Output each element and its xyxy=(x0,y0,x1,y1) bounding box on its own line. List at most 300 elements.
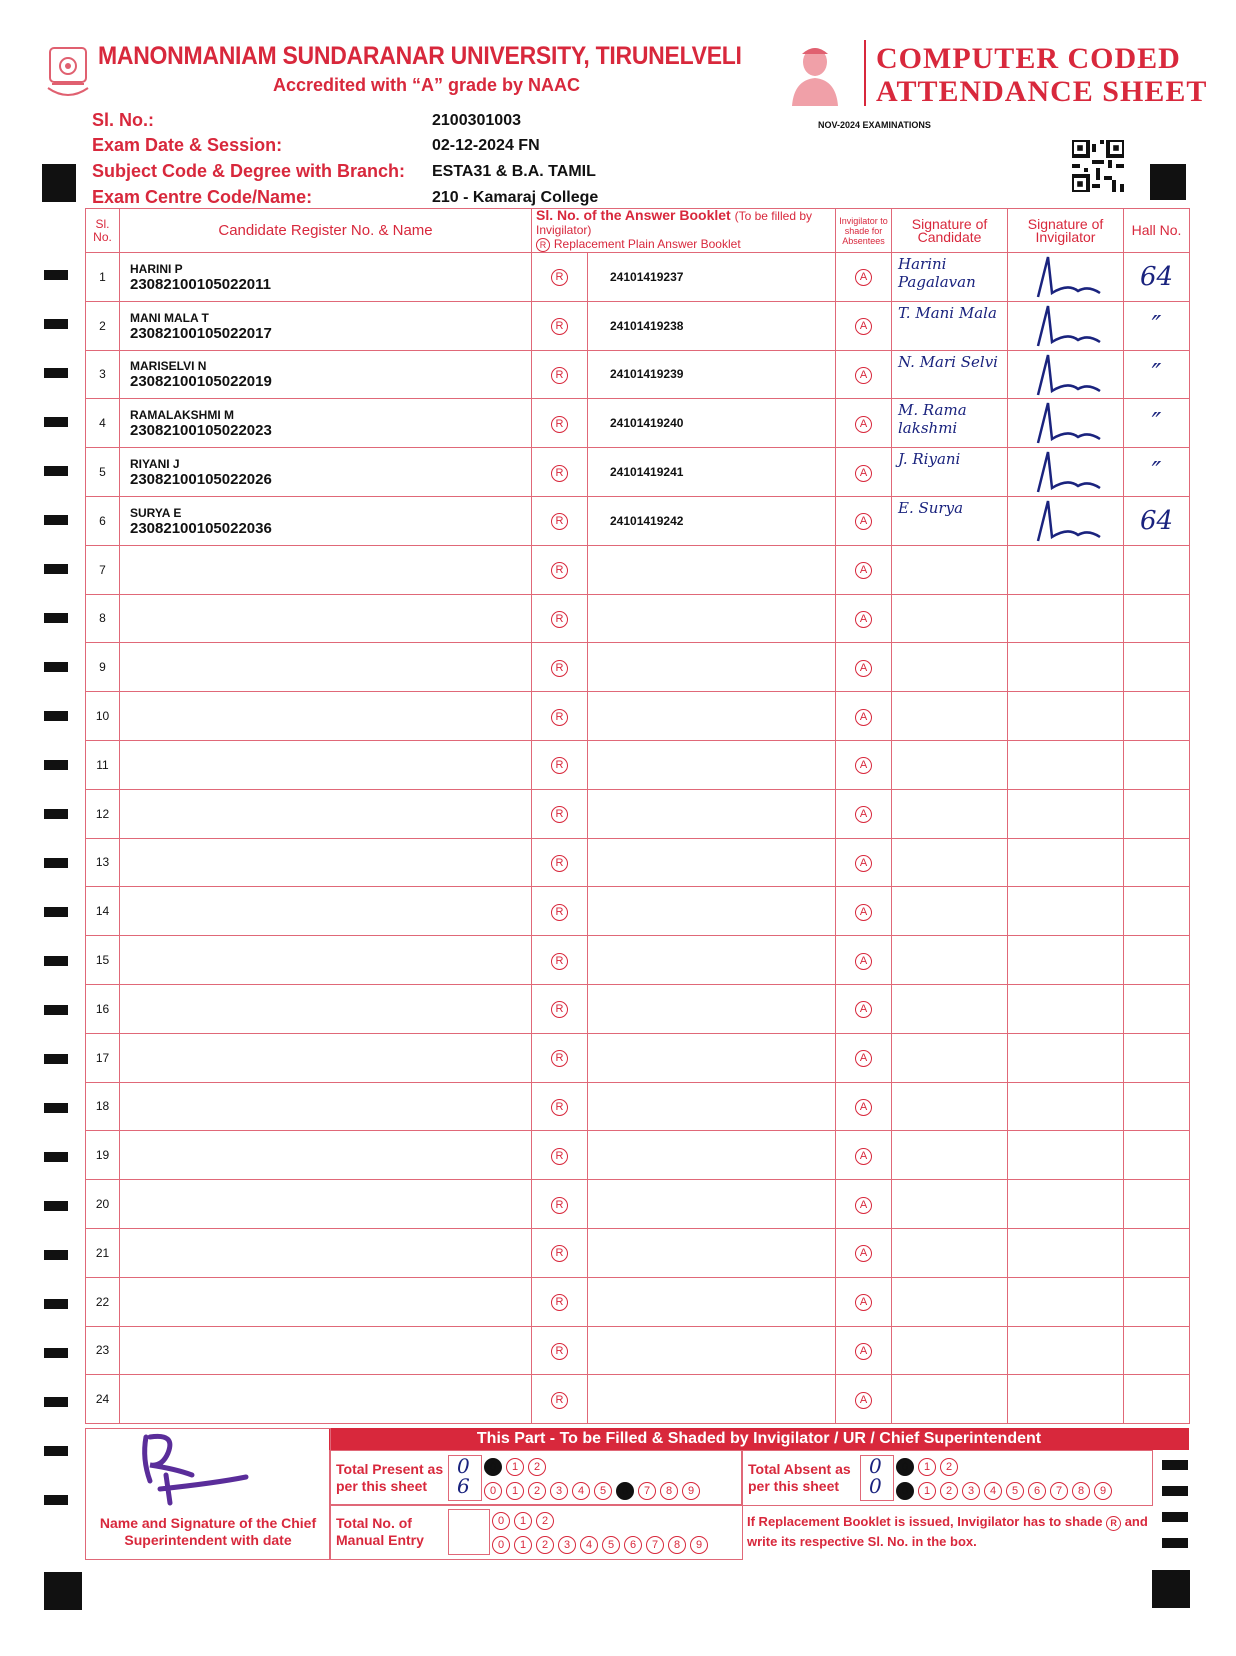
candidate-cell xyxy=(120,350,532,399)
digit-bubble[interactable]: 6 xyxy=(624,1536,642,1554)
absent-bubble[interactable]: A xyxy=(855,660,872,677)
booklet-no-cell[interactable] xyxy=(588,692,836,741)
invigilator-signature-cell[interactable] xyxy=(1008,545,1124,594)
absent-bubble[interactable]: A xyxy=(855,1245,872,1262)
invigilator-signature-cell[interactable] xyxy=(1008,643,1124,692)
invigilator-signature-cell[interactable] xyxy=(1008,838,1124,887)
absent-bubble[interactable]: A xyxy=(855,904,872,921)
row-sl-no: 10 xyxy=(86,692,120,741)
timing-mark xyxy=(44,1201,68,1211)
digit-bubble[interactable]: 5 xyxy=(594,1482,612,1500)
timing-mark xyxy=(44,417,68,427)
digit-bubble[interactable]: 0 xyxy=(484,1482,502,1500)
booklet-no-cell[interactable] xyxy=(588,984,836,1033)
digit-bubble[interactable]: 7 xyxy=(646,1536,664,1554)
table-row xyxy=(86,1082,1190,1131)
absent-bubble-cell xyxy=(836,887,892,936)
candidate-signature-cell[interactable] xyxy=(892,643,1008,692)
invigilator-signature-cell[interactable] xyxy=(1008,740,1124,789)
digit-bubble[interactable]: 2 xyxy=(940,1458,958,1476)
digit-bubble[interactable]: 1 xyxy=(514,1512,532,1530)
digit-bubble[interactable]: 0 xyxy=(896,1458,914,1476)
table-row xyxy=(86,545,1190,594)
candidate-signature-cell[interactable] xyxy=(892,545,1008,594)
candidate-signature-cell[interactable] xyxy=(892,399,1008,448)
chief-signature xyxy=(136,1429,286,1511)
candidate-name: HARINI P xyxy=(130,261,183,276)
total-absent-written[interactable] xyxy=(860,1455,894,1501)
hall-no-cell[interactable] xyxy=(1124,594,1190,643)
digit-bubble[interactable]: 9 xyxy=(1094,1482,1112,1500)
header-absentees: Invigilator to shade for Absentees xyxy=(836,209,892,253)
candidate-register-no: 23082100105022036 xyxy=(130,519,272,537)
booklet-no-cell[interactable] xyxy=(588,301,836,350)
candidate-name: SURYA E xyxy=(130,505,182,520)
digit-bubble[interactable]: 6 xyxy=(1028,1482,1046,1500)
candidate-signature-cell[interactable] xyxy=(892,692,1008,741)
timing-mark xyxy=(44,368,68,378)
absent-bubble[interactable]: A xyxy=(855,855,872,872)
absent-bubble[interactable]: A xyxy=(855,806,872,823)
invigilator-signature xyxy=(1008,351,1124,399)
candidate-signature-cell[interactable] xyxy=(892,1277,1008,1326)
booklet-no-cell[interactable] xyxy=(588,643,836,692)
invigilator-signature-cell[interactable] xyxy=(1008,789,1124,838)
chief-superintendent-box xyxy=(85,1428,331,1560)
total-present-written[interactable] xyxy=(448,1455,482,1501)
candidate-cell xyxy=(120,1277,532,1326)
booklet-no-cell[interactable] xyxy=(588,1180,836,1229)
invigilator-signature-cell[interactable] xyxy=(1008,496,1124,545)
replacement-bubble-cell xyxy=(532,984,588,1033)
hall-no-cell[interactable] xyxy=(1124,740,1190,789)
booklet-no: 24101419241 xyxy=(610,465,684,480)
replacement-bubble[interactable]: R xyxy=(551,318,568,335)
replacement-bubble[interactable]: R xyxy=(551,1050,568,1067)
timing-mark xyxy=(44,1397,68,1407)
digit-bubble[interactable]: 7 xyxy=(638,1482,656,1500)
digit-bubble[interactable]: 2 xyxy=(528,1482,546,1500)
total-present-units-written: 6 xyxy=(457,1474,470,1498)
candidate-cell xyxy=(120,253,532,302)
candidate-cell xyxy=(120,594,532,643)
replacement-bubble[interactable]: R xyxy=(551,367,568,384)
absent-bubble[interactable]: A xyxy=(855,1099,872,1116)
invigilator-signature-cell[interactable] xyxy=(1008,887,1124,936)
absent-bubble-cell xyxy=(836,1228,892,1277)
hall-no: 64 xyxy=(1139,505,1174,536)
digit-bubble[interactable]: 7 xyxy=(1050,1482,1068,1500)
candidate-signature-cell[interactable] xyxy=(892,1082,1008,1131)
hall-no-cell[interactable] xyxy=(1124,301,1190,350)
candidate-signature: N. Mari Selvi xyxy=(898,352,998,371)
replacement-bubble[interactable]: R xyxy=(551,1245,568,1262)
hall-no-cell[interactable] xyxy=(1124,1326,1190,1375)
hall-no-cell[interactable] xyxy=(1124,789,1190,838)
hall-no-cell[interactable] xyxy=(1124,350,1190,399)
booklet-no: 24101419238 xyxy=(610,318,684,333)
digit-bubble[interactable]: 3 xyxy=(962,1482,980,1500)
hall-no-cell[interactable] xyxy=(1124,496,1190,545)
invigilator-signature-cell[interactable] xyxy=(1008,399,1124,448)
invigilator-signature xyxy=(1008,497,1124,545)
absent-bubble-cell xyxy=(836,399,892,448)
booklet-no-cell[interactable] xyxy=(588,740,836,789)
hall-no-cell[interactable] xyxy=(1124,1033,1190,1082)
invigilator-signature-cell[interactable] xyxy=(1008,1180,1124,1229)
absent-bubble[interactable]: A xyxy=(855,953,872,970)
booklet-no-cell[interactable] xyxy=(588,1131,836,1180)
booklet-no-cell[interactable] xyxy=(588,1082,836,1131)
absent-bubble[interactable]: A xyxy=(855,1197,872,1214)
candidate-signature-cell[interactable] xyxy=(892,1375,1008,1424)
timing-mark xyxy=(44,1005,68,1015)
absent-bubble[interactable]: A xyxy=(855,1343,872,1360)
invigilator-signature-cell[interactable] xyxy=(1008,1228,1124,1277)
row-sl-no: 20 xyxy=(86,1180,120,1229)
digit-bubble[interactable]: 0 xyxy=(492,1536,510,1554)
digit-bubble[interactable]: 2 xyxy=(940,1482,958,1500)
replacement-bubble[interactable]: R xyxy=(551,855,568,872)
digit-bubble[interactable]: 6 xyxy=(616,1482,634,1500)
digit-bubble[interactable]: 1 xyxy=(506,1458,524,1476)
timing-mark xyxy=(44,1054,68,1064)
table-row xyxy=(86,984,1190,1033)
booklet-no-cell[interactable] xyxy=(588,399,836,448)
replacement-note xyxy=(747,1512,1167,1552)
candidate-signature-cell[interactable] xyxy=(892,253,1008,302)
invigilator-signature xyxy=(1008,253,1124,301)
booklet-no-cell[interactable] xyxy=(588,789,836,838)
replacement-bubble[interactable]: R xyxy=(551,757,568,774)
hall-no-cell[interactable] xyxy=(1124,253,1190,302)
replacement-bubble-cell xyxy=(532,594,588,643)
hall-no-cell[interactable] xyxy=(1124,643,1190,692)
hall-no-cell[interactable] xyxy=(1124,399,1190,448)
replacement-bubble-cell xyxy=(532,1277,588,1326)
total-absent-tens-bubbles[interactable] xyxy=(896,1457,962,1476)
candidate-signature: E. Surya xyxy=(898,498,964,517)
candidate-signature-cell[interactable] xyxy=(892,448,1008,497)
absent-bubble[interactable]: A xyxy=(855,269,872,286)
replacement-bubble[interactable]: R xyxy=(551,1197,568,1214)
invigilator-signature-cell[interactable] xyxy=(1008,1082,1124,1131)
candidate-cell xyxy=(120,301,532,350)
replacement-bubble[interactable]: R xyxy=(551,465,568,482)
candidate-register-no: 23082100105022019 xyxy=(130,373,272,391)
attendance-table xyxy=(85,208,1190,1424)
hall-no-cell[interactable] xyxy=(1124,838,1190,887)
invigilator-signature-cell[interactable] xyxy=(1008,1277,1124,1326)
exam-date-value: 02-12-2024 FN xyxy=(432,137,540,154)
table-row xyxy=(86,350,1190,399)
digit-bubble[interactable]: 0 xyxy=(484,1458,502,1476)
manual-entry-box xyxy=(329,1504,743,1560)
hall-no-cell[interactable] xyxy=(1124,1082,1190,1131)
hall-no-cell[interactable] xyxy=(1124,545,1190,594)
digit-bubble[interactable]: 0 xyxy=(896,1482,914,1500)
absent-bubble[interactable]: A xyxy=(855,416,872,433)
invigilator-signature-cell[interactable] xyxy=(1008,253,1124,302)
timing-mark xyxy=(44,270,68,280)
total-absent-tens-written: 0 xyxy=(869,1454,882,1478)
hall-no-cell[interactable] xyxy=(1124,1228,1190,1277)
absent-bubble[interactable]: A xyxy=(855,1001,872,1018)
hall-no-cell[interactable] xyxy=(1124,448,1190,497)
centre-label: Exam Centre Code/Name: xyxy=(92,187,313,207)
header-sig-candidate: Signature of Candidate xyxy=(892,209,1008,253)
invigilator-signature xyxy=(1008,448,1124,496)
candidate-signature-cell[interactable] xyxy=(892,496,1008,545)
timing-mark-bottom-left xyxy=(44,1572,82,1610)
digit-bubble[interactable]: 5 xyxy=(602,1536,620,1554)
digit-bubble[interactable]: 2 xyxy=(536,1536,554,1554)
digit-bubble[interactable]: 9 xyxy=(690,1536,708,1554)
invigilator-signature-cell[interactable] xyxy=(1008,1326,1124,1375)
absent-bubble[interactable]: A xyxy=(855,1294,872,1311)
manual-entry-units-bubbles[interactable] xyxy=(492,1535,712,1554)
accreditation: Accredited with “A” grade by NAAC xyxy=(273,75,581,95)
digit-bubble[interactable]: 8 xyxy=(668,1536,686,1554)
timing-mark-top-right xyxy=(1150,164,1186,200)
invigilator-signature-cell[interactable] xyxy=(1008,448,1124,497)
timing-mark xyxy=(44,1103,68,1113)
candidate-register-no: 23082100105022011 xyxy=(130,275,271,293)
booklet-no-cell[interactable] xyxy=(588,1277,836,1326)
replacement-bubble-cell xyxy=(532,838,588,887)
absent-bubble[interactable]: A xyxy=(855,709,872,726)
absent-bubble[interactable]: A xyxy=(855,513,872,530)
candidate-signature-cell[interactable] xyxy=(892,301,1008,350)
invigilator-signature-cell[interactable] xyxy=(1008,1033,1124,1082)
replacement-bubble[interactable]: R xyxy=(551,1001,568,1018)
absent-bubble[interactable]: A xyxy=(855,562,872,579)
booklet-no-cell[interactable] xyxy=(588,1326,836,1375)
booklet-no: 24101419237 xyxy=(610,269,684,284)
invigilator-signature-cell[interactable] xyxy=(1008,1375,1124,1424)
replacement-bubble-cell xyxy=(532,253,588,302)
manual-entry-tens-bubbles[interactable] xyxy=(492,1511,558,1530)
candidate-cell xyxy=(120,643,532,692)
total-present-tens-bubbles[interactable] xyxy=(484,1457,550,1476)
booklet-no: 24101419242 xyxy=(610,513,684,528)
absent-bubble-cell xyxy=(836,448,892,497)
replacement-bubble-cell xyxy=(532,887,588,936)
candidate-signature-cell[interactable] xyxy=(892,1228,1008,1277)
candidate-cell xyxy=(120,1033,532,1082)
row-sl-no: 16 xyxy=(86,984,120,1033)
digit-bubble[interactable]: 3 xyxy=(550,1482,568,1500)
hall-no-cell[interactable] xyxy=(1124,936,1190,985)
digit-bubble[interactable]: 8 xyxy=(1072,1482,1090,1500)
digit-bubble[interactable]: 2 xyxy=(536,1512,554,1530)
replacement-bubble-cell xyxy=(532,1375,588,1424)
booklet-no-cell[interactable] xyxy=(588,1228,836,1277)
digit-bubble[interactable]: 4 xyxy=(572,1482,590,1500)
replacement-bubble[interactable]: R xyxy=(551,416,568,433)
replacement-bubble-cell xyxy=(532,740,588,789)
digit-bubble[interactable]: 0 xyxy=(492,1512,510,1530)
candidate-signature-cell[interactable] xyxy=(892,1033,1008,1082)
candidate-signature-cell[interactable] xyxy=(892,1131,1008,1180)
subject-label: Subject Code & Degree with Branch: xyxy=(92,161,406,181)
booklet-no-cell[interactable] xyxy=(588,253,836,302)
table-header-row xyxy=(86,209,1190,253)
candidate-signature-cell[interactable] xyxy=(892,984,1008,1033)
candidate-cell xyxy=(120,1326,532,1375)
replacement-bubble[interactable]: R xyxy=(551,1294,568,1311)
timing-mark xyxy=(44,907,68,917)
replacement-bubble[interactable]: R xyxy=(551,1148,568,1165)
table-row xyxy=(86,1375,1190,1424)
booklet-no-cell[interactable] xyxy=(588,594,836,643)
hall-no-cell[interactable] xyxy=(1124,1277,1190,1326)
digit-bubble[interactable]: 1 xyxy=(918,1458,936,1476)
row-sl-no: 9 xyxy=(86,643,120,692)
digit-bubble[interactable]: 5 xyxy=(1006,1482,1024,1500)
row-sl-no: 6 xyxy=(86,496,120,545)
booklet-no-cell[interactable] xyxy=(588,448,836,497)
candidate-signature-cell[interactable] xyxy=(892,789,1008,838)
digit-bubble[interactable]: 8 xyxy=(660,1482,678,1500)
invigilator-signature-cell[interactable] xyxy=(1008,301,1124,350)
chief-label: Name and Signature of the Chief Superintendent with date xyxy=(99,1515,317,1548)
candidate-signature-cell[interactable] xyxy=(892,1326,1008,1375)
header-hall: Hall No. xyxy=(1124,209,1190,253)
candidate-cell xyxy=(120,887,532,936)
hall-no-cell[interactable] xyxy=(1124,887,1190,936)
total-absent-label: Total Absent as per this sheet xyxy=(748,1461,851,1494)
total-absent-units-bubbles[interactable] xyxy=(896,1481,1116,1500)
hall-no-cell[interactable] xyxy=(1124,1375,1190,1424)
replacement-bubble[interactable]: R xyxy=(551,806,568,823)
row-sl-no: 15 xyxy=(86,936,120,985)
invigilator-signature-cell[interactable] xyxy=(1008,1131,1124,1180)
absent-bubble[interactable]: A xyxy=(855,367,872,384)
header-booklet xyxy=(532,209,836,253)
booklet-no-cell[interactable] xyxy=(588,1033,836,1082)
absent-bubble[interactable]: A xyxy=(855,757,872,774)
hall-no-cell[interactable] xyxy=(1124,1180,1190,1229)
digit-bubble[interactable]: 4 xyxy=(580,1536,598,1554)
replacement-bubble-cell xyxy=(532,692,588,741)
table-row xyxy=(86,838,1190,887)
timing-mark xyxy=(44,1152,68,1162)
centre-value: 210 - Kamaraj College xyxy=(432,189,599,206)
row-sl-no: 7 xyxy=(86,545,120,594)
invigilator-signature-cell[interactable] xyxy=(1008,936,1124,985)
digit-bubble[interactable]: 1 xyxy=(506,1482,524,1500)
digit-bubble[interactable]: 4 xyxy=(984,1482,1002,1500)
replacement-bubble[interactable]: R xyxy=(551,1099,568,1116)
replacement-bubble[interactable]: R xyxy=(551,953,568,970)
candidate-signature: M. Rama lakshmi xyxy=(898,401,967,438)
replacement-bubble[interactable]: R xyxy=(551,1343,568,1360)
timing-mark xyxy=(44,564,68,574)
exam-date-label: Exam Date & Session: xyxy=(92,135,283,155)
candidate-cell xyxy=(120,1131,532,1180)
booklet-no-cell[interactable] xyxy=(588,350,836,399)
candidate-cell xyxy=(120,740,532,789)
booklet-no-cell[interactable] xyxy=(588,936,836,985)
candidate-signature-cell[interactable] xyxy=(892,1180,1008,1229)
replacement-bubble-cell xyxy=(532,1082,588,1131)
replacement-bubble[interactable]: R xyxy=(551,904,568,921)
booklet-no-cell[interactable] xyxy=(588,887,836,936)
booklet-no-cell[interactable] xyxy=(588,838,836,887)
booklet-no-cell[interactable] xyxy=(588,545,836,594)
absent-bubble[interactable]: A xyxy=(855,1050,872,1067)
replacement-bubble[interactable]: R xyxy=(551,611,568,628)
table-row xyxy=(86,1277,1190,1326)
replacement-note-text-2: and write its respective Sl. No. in the box. xyxy=(747,1514,1148,1549)
row-sl-no: 18 xyxy=(86,1082,120,1131)
header-sl-no: Sl. No. xyxy=(86,209,120,253)
invigilator-signature-cell[interactable] xyxy=(1008,692,1124,741)
booklet-no-cell[interactable] xyxy=(588,1375,836,1424)
digit-bubble[interactable]: 2 xyxy=(528,1458,546,1476)
absent-bubble[interactable]: A xyxy=(855,1148,872,1165)
hall-no-cell[interactable] xyxy=(1124,984,1190,1033)
absent-bubble[interactable]: A xyxy=(855,1392,872,1409)
replacement-bubble[interactable]: R xyxy=(551,709,568,726)
hall-no-cell[interactable] xyxy=(1124,692,1190,741)
digit-bubble[interactable]: 1 xyxy=(918,1482,936,1500)
absent-bubble[interactable]: A xyxy=(855,611,872,628)
total-present-units-bubbles[interactable] xyxy=(484,1481,704,1500)
row-sl-no: 11 xyxy=(86,740,120,789)
absent-bubble-cell xyxy=(836,1375,892,1424)
absent-bubble-cell xyxy=(836,643,892,692)
digit-bubble[interactable]: 9 xyxy=(682,1482,700,1500)
candidate-signature-cell[interactable] xyxy=(892,740,1008,789)
invigilator-signature-cell[interactable] xyxy=(1008,594,1124,643)
manual-entry-label: Total No. of Manual Entry xyxy=(336,1515,424,1548)
absent-bubble[interactable]: A xyxy=(855,465,872,482)
replacement-bubble[interactable]: R xyxy=(551,660,568,677)
row-sl-no: 1 xyxy=(86,253,120,302)
replacement-bubble[interactable]: R xyxy=(551,269,568,286)
bottom-section xyxy=(85,1428,1189,1560)
absent-bubble[interactable]: A xyxy=(855,318,872,335)
invigilator-signature-cell[interactable] xyxy=(1008,350,1124,399)
row-sl-no: 4 xyxy=(86,399,120,448)
manual-entry-written[interactable] xyxy=(448,1509,490,1555)
row-sl-no: 17 xyxy=(86,1033,120,1082)
total-present-label: Total Present as per this sheet xyxy=(336,1461,444,1494)
digit-bubble[interactable]: 3 xyxy=(558,1536,576,1554)
candidate-signature-cell[interactable] xyxy=(892,350,1008,399)
table-row xyxy=(86,496,1190,545)
candidate-signature-cell[interactable] xyxy=(892,936,1008,985)
replacement-bubble[interactable]: R xyxy=(551,1392,568,1409)
absent-bubble-cell xyxy=(836,740,892,789)
replacement-bubble[interactable]: R xyxy=(551,513,568,530)
row-sl-no: 22 xyxy=(86,1277,120,1326)
timing-mark xyxy=(44,1250,68,1260)
timing-mark xyxy=(44,1446,68,1456)
invigilator-signature-cell[interactable] xyxy=(1008,984,1124,1033)
replacement-bubble[interactable]: R xyxy=(551,562,568,579)
row-sl-no: 24 xyxy=(86,1375,120,1424)
candidate-signature-cell[interactable] xyxy=(892,887,1008,936)
replacement-bubble-cell xyxy=(532,936,588,985)
hall-no-cell[interactable] xyxy=(1124,1131,1190,1180)
candidate-signature-cell[interactable] xyxy=(892,594,1008,643)
candidate-signature-cell[interactable] xyxy=(892,838,1008,887)
booklet-no-cell[interactable] xyxy=(588,496,836,545)
digit-bubble[interactable]: 1 xyxy=(514,1536,532,1554)
